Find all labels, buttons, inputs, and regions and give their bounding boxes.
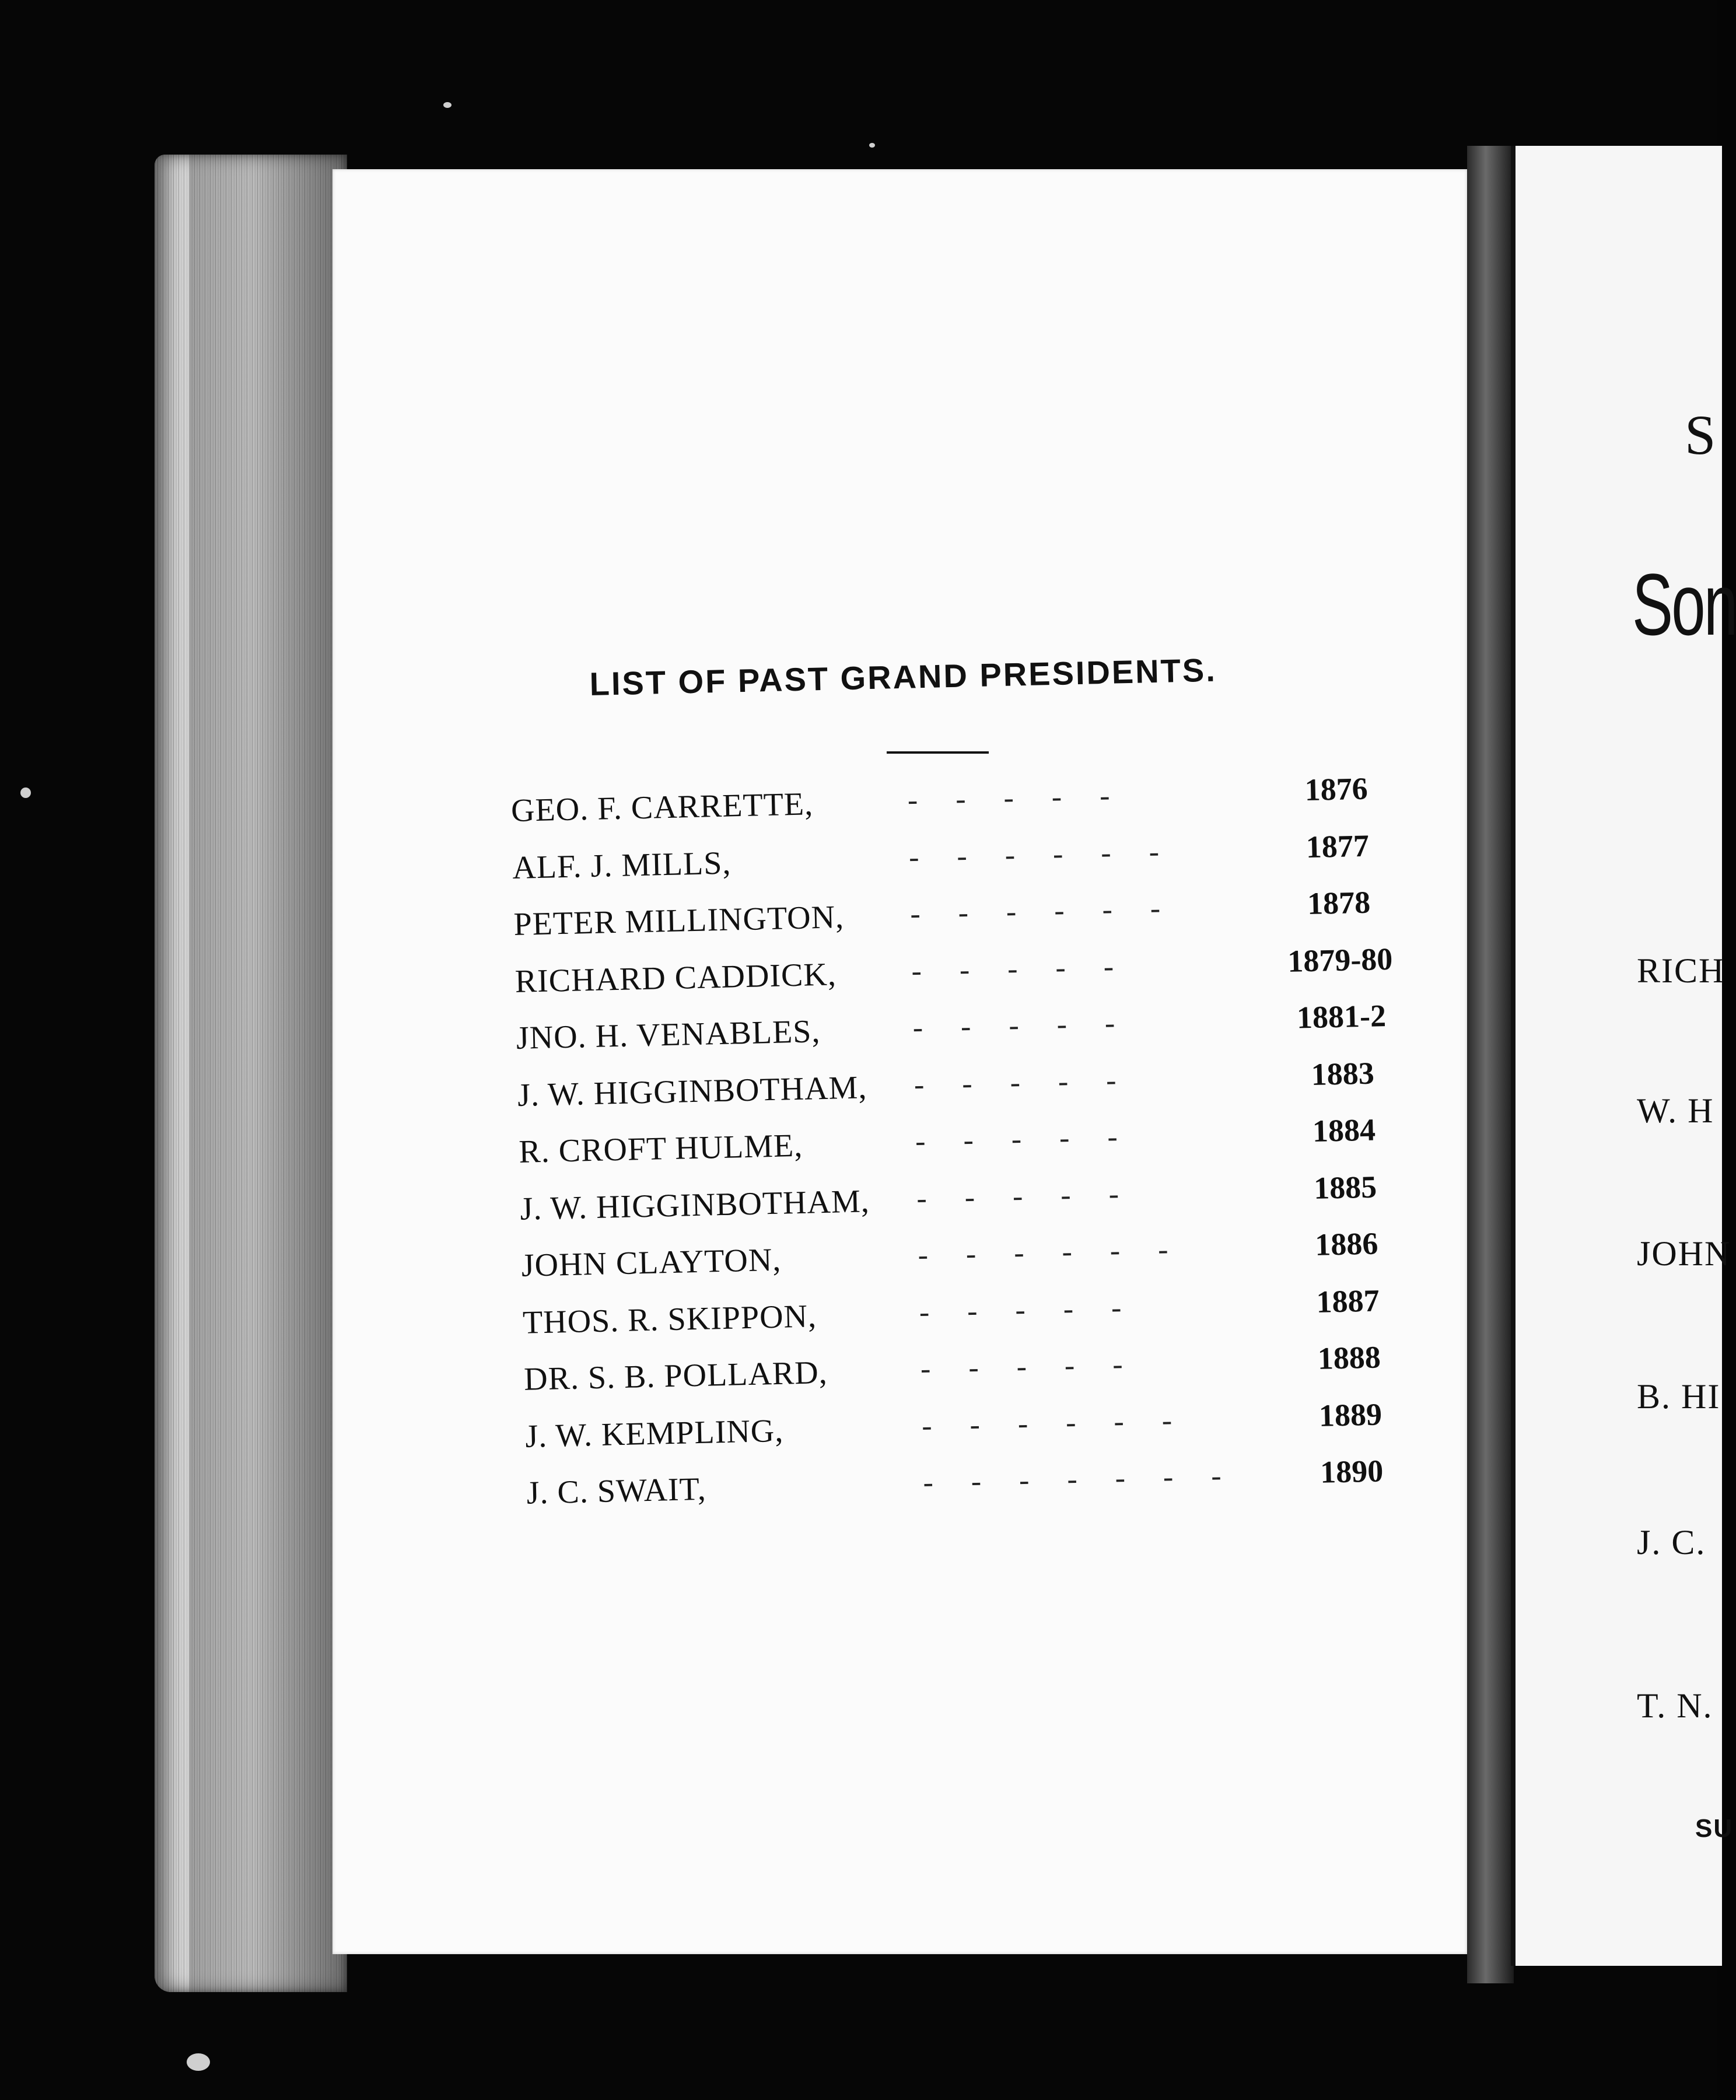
term-year: 1890 <box>1320 1453 1384 1490</box>
right-page-line-4: B. HI <box>1637 1377 1721 1416</box>
leader-dashes: - - - - - <box>911 950 1114 988</box>
term-year: 1878 <box>1307 884 1371 922</box>
right-page-line-5: J. C. <box>1637 1523 1706 1562</box>
right-page-line-2: W. H <box>1637 1091 1714 1130</box>
book-gutter <box>1467 146 1514 1983</box>
president-name: J. W. HIGGINBOTHAM, <box>519 1182 870 1227</box>
term-year: 1889 <box>1318 1396 1382 1433</box>
president-name: J. W. KEMPLING, <box>524 1412 784 1455</box>
president-name: THOS. R. SKIPPON, <box>522 1297 817 1341</box>
president-name: J. W. HIGGINBOTHAM, <box>517 1069 867 1114</box>
right-page-heading-1: S <box>1685 404 1717 466</box>
dust-speck <box>187 2053 210 2071</box>
dust-speck <box>443 102 452 108</box>
right-page-line-3: JOHN <box>1637 1234 1731 1273</box>
right-page <box>1511 146 1736 1966</box>
president-name: ALF. J. MILLS, <box>512 844 732 886</box>
term-year: 1888 <box>1317 1339 1381 1376</box>
leader-dashes: - - - - - <box>920 1348 1124 1386</box>
president-name: DR. S. B. POLLARD, <box>523 1354 828 1398</box>
right-page-line-1: RICH <box>1637 951 1726 990</box>
president-name: R. CROFT HULME, <box>518 1127 803 1170</box>
leader-dashes: - - - - - <box>907 779 1111 817</box>
leader-dashes: - - - - - - - <box>922 1459 1222 1500</box>
right-page-footer: SU <box>1695 1814 1734 1843</box>
term-year: 1883 <box>1311 1055 1375 1092</box>
page-title: LIST OF PAST GRAND PRESIDENTS. <box>589 651 1217 702</box>
right-page-heading-2: Son <box>1632 555 1736 653</box>
term-year: 1876 <box>1304 771 1368 808</box>
leader-dashes: - - - - - <box>912 1006 1115 1045</box>
term-year: 1881-2 <box>1296 998 1387 1035</box>
leader-dashes: - - - - - - <box>917 1233 1169 1272</box>
leader-dashes: - - - - - <box>916 1177 1119 1215</box>
term-year: 1886 <box>1314 1226 1379 1262</box>
dust-speck <box>869 143 875 148</box>
title-rule <box>887 751 989 754</box>
dust-speck <box>20 788 31 798</box>
president-name: J. C. SWAIT, <box>526 1471 707 1511</box>
term-year: 1887 <box>1315 1282 1380 1320</box>
term-year: 1877 <box>1306 828 1370 864</box>
presidents-list <box>510 761 1419 1521</box>
president-name: GEO. F. CARRETTE, <box>510 786 814 829</box>
term-year: 1879-80 <box>1287 941 1393 979</box>
president-name: PETER MILLINGTON, <box>513 899 845 943</box>
leader-dashes: - - - - - <box>914 1063 1117 1101</box>
leader-dashes: - - - - - - <box>909 891 1161 931</box>
president-name: JOHN CLAYTON, <box>521 1241 782 1284</box>
leader-dashes: - - - - - - <box>908 835 1160 874</box>
leader-dashes: - - - - - <box>919 1290 1122 1329</box>
page-edges <box>155 155 347 1992</box>
president-name: RICHARD CADDICK, <box>514 956 837 1000</box>
term-year: 1884 <box>1312 1112 1376 1149</box>
president-name: JNO. H. VENABLES, <box>516 1013 821 1056</box>
term-year: 1885 <box>1313 1168 1377 1206</box>
leader-dashes: - - - - - <box>915 1120 1118 1158</box>
right-page-line-6: T. N. <box>1637 1686 1713 1725</box>
leader-dashes: - - - - - - <box>921 1404 1172 1443</box>
